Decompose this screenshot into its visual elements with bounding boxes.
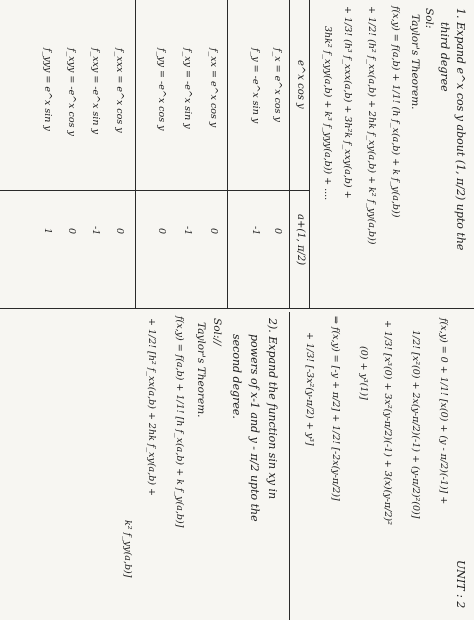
center-divider bbox=[0, 308, 474, 309]
table-header-func: e^x cos y bbox=[295, 60, 306, 109]
problem2-statement-line2: powers of x-1 and y - π/2 upto the bbox=[248, 334, 261, 522]
problem2-line3: k² f_yy(a,b)] bbox=[122, 520, 133, 578]
problem1-line1: f(x,y) = f(a,b) + 1/1! (h f_x(a,b) + k f_y(a,b)) bbox=[390, 6, 401, 218]
problem1-line4: 3hk² f_xyy(a,b) + k³ f_yyy(a,b)) + .... bbox=[322, 26, 333, 201]
problem2-statement-line1: 2). Expand the function sin xy in bbox=[266, 318, 279, 500]
cont-line2: 1/2! [x²(0) + 2x(y-π/2)(-1) + (y-π/2)²(0)] bbox=[410, 330, 421, 519]
problem2-line1: f(x,y) = f(a,b) + 1/1! [h f_x(a,b) + k f_y(a,b)] bbox=[174, 316, 185, 528]
problem2-statement-line3: second degree. bbox=[230, 334, 243, 419]
table-mid-rule-2 bbox=[135, 0, 136, 308]
table-cell-value: 1 bbox=[42, 228, 53, 235]
problem2-theorem: Taylor's Theorem. bbox=[195, 322, 207, 418]
table-cell-value: 0 bbox=[66, 228, 77, 235]
problem2-sol: Sol:// bbox=[211, 318, 223, 346]
cont-line3: + 1/3! [x³(0) + 3x²(y-π/2)(-1) + 3(x)(y-π/2)² bbox=[382, 320, 393, 525]
table-row: f_x = e^x cos y bbox=[272, 48, 283, 122]
table-cell-value: 0 bbox=[156, 228, 167, 235]
problem2-line2: + 1/2! [h² f_xx(a,b) + 2hk f_xy(a,b) + bbox=[146, 318, 157, 497]
problem1-statement-line1: 1. Expand e^x cos y about (1, π/2) upto the bbox=[454, 8, 467, 251]
table-header-rule bbox=[289, 0, 290, 308]
cont-line5: ⇒ f(x,y) = [-y + π/2] + 1/2! [-2x(y-π/2)] bbox=[330, 316, 341, 501]
table-cell-value: 0 bbox=[272, 228, 283, 235]
problem1-line2: + 1/2! (h² f_xx(a,b) + 2hk f_xy(a,b) + k² f_yy(a,b)) bbox=[366, 6, 377, 245]
problem1-line3: + 1/3! (h³ f_xxx(a,b) + 3h²k f_xxy(a,b) + bbox=[342, 6, 353, 199]
table-mid-rule bbox=[227, 0, 228, 308]
table-header-point: a+(1, π/2) bbox=[295, 214, 306, 266]
table-row: f_xx = e^x cos y bbox=[208, 48, 219, 128]
table-row: f_xy = -e^x sin y bbox=[182, 48, 193, 129]
cont-line1: f(x,y) = 0 + 1/1! [x(0) + (y - π/2)(-1)] + bbox=[438, 318, 449, 505]
table-cell-value: -1 bbox=[250, 226, 261, 236]
table-cell-value: -1 bbox=[182, 226, 193, 236]
problem1-theorem: Taylor's Theorem. bbox=[409, 14, 421, 110]
problem1-statement-line2: third degree bbox=[438, 22, 451, 92]
table-row: f_yyy = e^x sin y bbox=[42, 48, 53, 131]
table-row: f_y = -e^x sin y bbox=[250, 48, 261, 124]
table-cell-value: 0 bbox=[114, 228, 125, 235]
table-row: f_xxx = e^x cos y bbox=[114, 48, 125, 133]
table-row: f_yy = -e^x cos y bbox=[156, 48, 167, 131]
cont-line6: + 1/3! [-3x²(y-π/2) + y³] bbox=[304, 332, 315, 446]
table-top-rule bbox=[309, 0, 310, 308]
problem1-sol: Sol: bbox=[423, 8, 435, 29]
problem2-top-rule bbox=[289, 312, 290, 620]
table-cell-value: -1 bbox=[90, 226, 101, 236]
cont-line4: (0) + y³(1)] bbox=[358, 346, 369, 400]
unit-label: UNIT : 2 bbox=[454, 560, 467, 609]
table-row: f_xxy = -e^x sin y bbox=[90, 48, 101, 134]
table-row: f_xyy = -e^x cos y bbox=[66, 48, 77, 136]
table-col-divider bbox=[0, 190, 310, 191]
table-cell-value: 0 bbox=[208, 228, 219, 235]
